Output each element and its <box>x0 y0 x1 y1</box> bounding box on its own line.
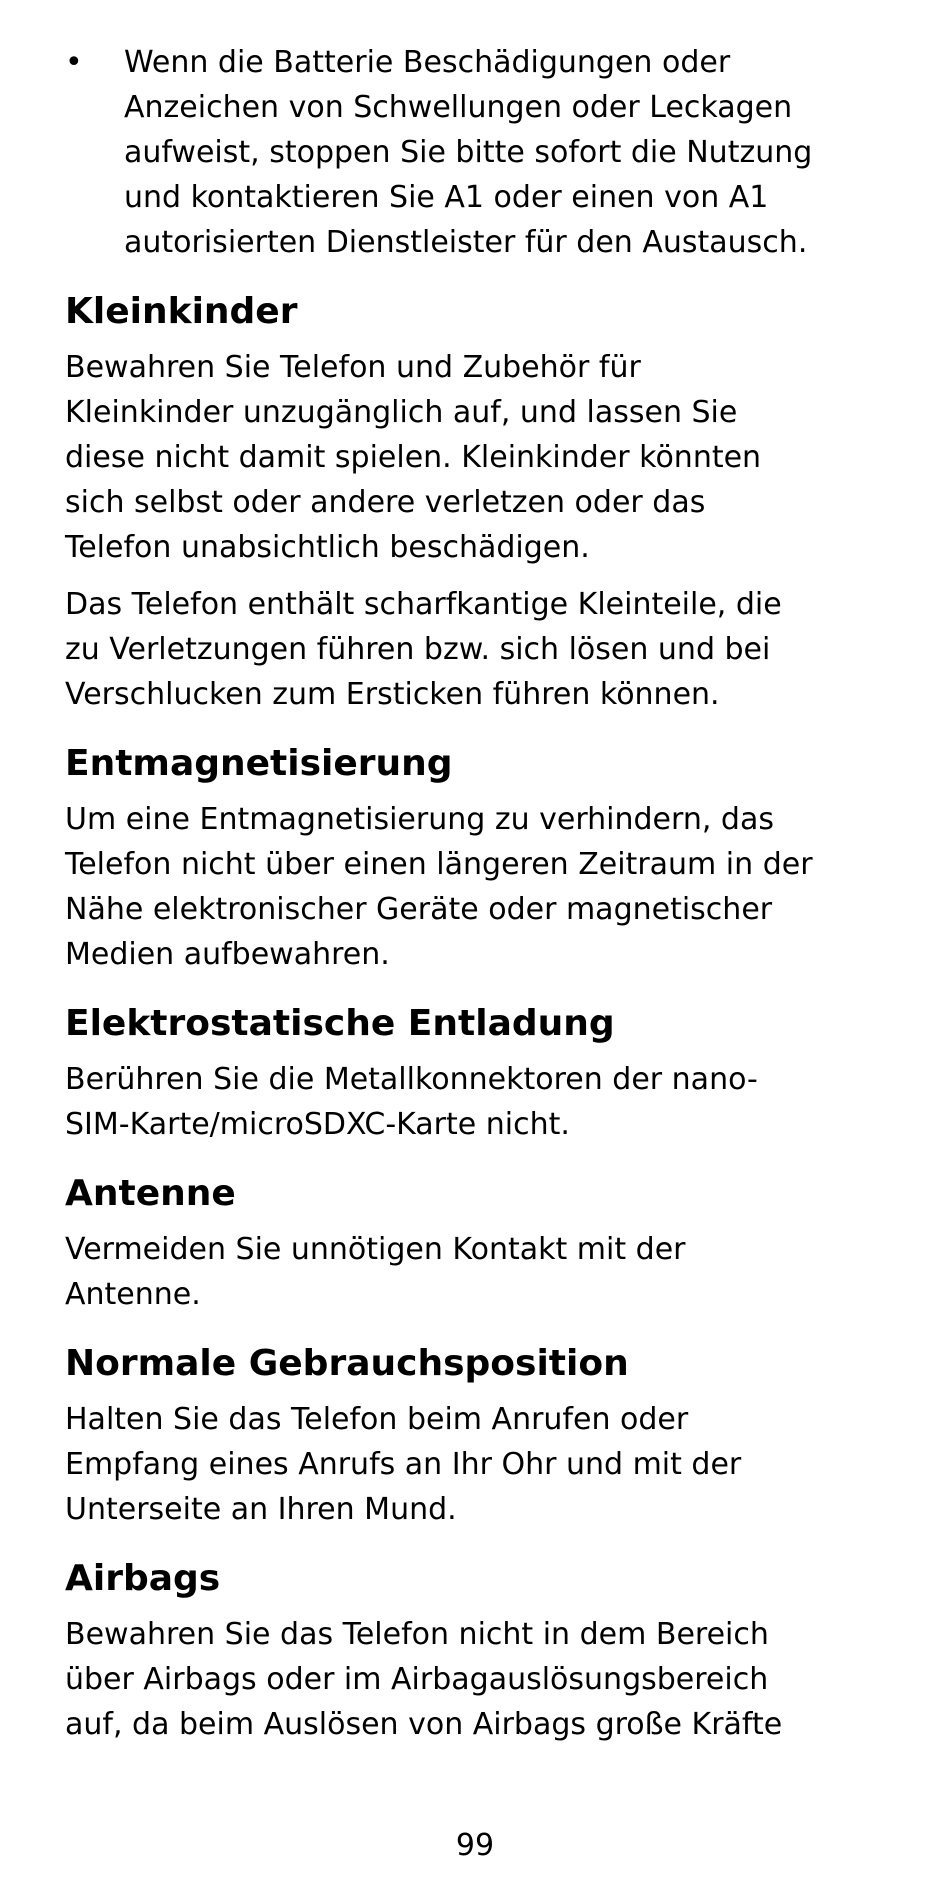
section-heading-airbags: Airbags <box>65 1558 221 1599</box>
bullet-marker: • <box>65 45 83 80</box>
paragraph-line: sich selbst oder andere verletzen oder das <box>65 485 706 520</box>
section-paragraph <box>65 1057 895 1147</box>
section-paragraph <box>65 1397 895 1532</box>
section-paragraph <box>65 345 895 570</box>
paragraph-line: über Airbags oder im Airbagauslösungsbereich <box>65 1662 769 1697</box>
paragraph-line: auf, da beim Auslösen von Airbags große Kräfte <box>65 1707 783 1742</box>
section-paragraph <box>65 797 895 977</box>
section-heading-normale-gebrauchsposition: Normale Gebrauchsposition <box>65 1343 629 1384</box>
section-heading-elektrostatische-entladung: Elektrostatische Entladung <box>65 1003 615 1044</box>
paragraph-line: Bewahren Sie Telefon und Zubehör für <box>65 350 641 385</box>
paragraph-line: SIM-Karte/microSDXC-Karte nicht. <box>65 1107 570 1142</box>
bullet-line: autorisierten Dienstleister für den Austausch. <box>124 225 808 260</box>
paragraph-line: Berühren Sie die Metallkonnektoren der nano- <box>65 1062 758 1097</box>
paragraph-line: Um eine Entmagnetisierung zu verhindern, das <box>65 802 774 837</box>
bullet-line: und kontaktieren Sie A1 oder einen von A1 <box>124 180 769 215</box>
section-heading-kleinkinder: Kleinkinder <box>65 291 298 332</box>
bullet-line: aufweist, stoppen Sie bitte sofort die Nutzung <box>124 135 813 170</box>
paragraph-line: zu Verletzungen führen bzw. sich lösen und bei <box>65 632 771 667</box>
paragraph-line: Empfang eines Anrufs an Ihr Ohr und mit der <box>65 1447 742 1482</box>
bullet-line: Wenn die Batterie Beschädigungen oder <box>124 45 731 80</box>
paragraph-line: Medien aufbewahren. <box>65 937 390 972</box>
section-paragraph <box>65 582 895 717</box>
paragraph-line: Unterseite an Ihren Mund. <box>65 1492 457 1527</box>
paragraph-line: Halten Sie das Telefon beim Anrufen oder <box>65 1402 689 1437</box>
section-heading-entmagnetisierung: Entmagnetisierung <box>65 743 453 784</box>
paragraph-line: Bewahren Sie das Telefon nicht in dem Bereich <box>65 1617 769 1652</box>
bullet-line: Anzeichen von Schwellungen oder Leckagen <box>124 90 793 125</box>
section-paragraph <box>65 1612 895 1747</box>
manual-page <box>65 40 895 1759</box>
paragraph-line: Vermeiden Sie unnötigen Kontakt mit der <box>65 1232 686 1267</box>
paragraph-line: Nähe elektronischer Geräte oder magnetischer <box>65 892 773 927</box>
page-number: 99 <box>455 1828 495 1863</box>
section-heading-antenne: Antenne <box>65 1173 236 1214</box>
paragraph-line: Telefon nicht über einen längeren Zeitraum in der <box>65 847 813 882</box>
paragraph-line: Kleinkinder unzugänglich auf, und lassen Sie <box>65 395 738 430</box>
paragraph-line: Verschlucken zum Ersticken führen können. <box>65 677 720 712</box>
paragraph-line: diese nicht damit spielen. Kleinkinder könnten <box>65 440 762 475</box>
battery-warning-bullet <box>65 40 895 265</box>
paragraph-line: Antenne. <box>65 1277 201 1312</box>
section-paragraph <box>65 1227 895 1317</box>
paragraph-line: Das Telefon enthält scharfkantige Kleinteile, die <box>65 587 782 622</box>
paragraph-line: Telefon unabsichtlich beschädigen. <box>65 530 590 565</box>
